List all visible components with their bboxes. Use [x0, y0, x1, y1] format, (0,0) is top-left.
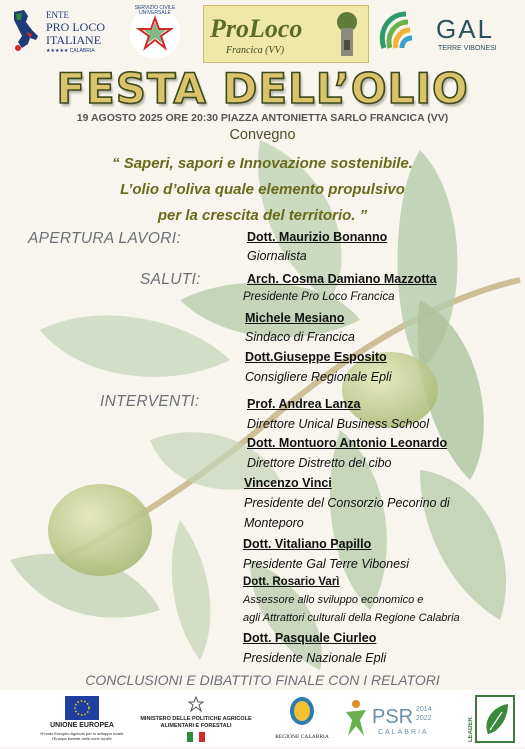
speaker-role: Presidente del Consorzio Pecorino di	[244, 496, 450, 510]
section-saluti: SALUTI:	[140, 271, 201, 288]
section-apertura: APERTURA LAVORI:	[28, 230, 181, 247]
castle-tower-icon	[332, 10, 362, 58]
speaker-name: Dott. Maurizio Bonanno	[247, 230, 388, 244]
theme-line: L’olio d’oliva quale elemento propulsivo	[120, 181, 405, 198]
gal-subtitle: TERRE VIBONESI	[438, 45, 497, 52]
pro-loco-label: PRO LOCO	[46, 20, 106, 34]
psr-sublabel: CALABRIA	[378, 729, 429, 736]
italian-emblem-icon	[188, 696, 204, 714]
sponsor-footer	[0, 690, 525, 747]
speaker-role: Presidente Pro Loco Francica	[243, 291, 395, 303]
proloco-francica-subtitle: Francica (VV)	[226, 45, 285, 56]
gal-terre-vibonesi-logo	[378, 8, 518, 58]
regione-label: REGIONE CALABRIA	[275, 734, 329, 740]
speaker-name: Dott.Giuseppe Esposito	[245, 350, 387, 364]
speaker-name: Dott. Montuoro Antonio Leonardo	[247, 436, 448, 450]
event-title: FESTA DELL’OLIO	[56, 64, 469, 113]
speaker-role: Assessore allo sviluppo economico e	[243, 594, 424, 606]
speaker-name: Dott. Vitaliano Papillo	[243, 537, 372, 551]
regione-crest-icon	[289, 696, 315, 726]
eu-label: UNIONE EUROPEA	[50, 722, 114, 729]
ministero-label: ALIMENTARI E FORESTALI	[160, 723, 232, 729]
italy-map-icon	[8, 8, 42, 54]
gal-title: GAL	[436, 14, 495, 44]
pro-loco-italiane-logo	[8, 6, 123, 58]
speaker-role: Direttore Distretto del cibo	[247, 456, 392, 470]
section-interventi: INTERVENTI:	[100, 393, 200, 410]
eu-flag-icon	[65, 696, 99, 720]
ministero-logo	[132, 696, 260, 744]
psr-label: PSR	[372, 706, 414, 728]
conclusioni-label: CONCLUSIONI E DIBATTITO FINALE CON I RELATORI	[85, 672, 440, 688]
gal-spiral-icon	[378, 8, 422, 56]
speaker-name: Vincenzo Vinci	[244, 476, 332, 490]
speaker-role: Monteporo	[244, 516, 304, 530]
speaker-role: Direttore Unical Business School	[247, 417, 430, 431]
psr-years: 2014	[416, 706, 432, 713]
pro-loco-label: ITALIANE	[46, 33, 102, 47]
speaker-role: Giornalista	[247, 249, 307, 263]
italian-flag-icon	[187, 732, 205, 742]
pro-loco-label: ★★★★★ CALABRIA	[46, 48, 95, 54]
theme-line: “ Saperi, sapori e Innovazione sostenibile.	[112, 155, 413, 172]
speaker-role: Sindaco di Francica	[245, 330, 355, 344]
speaker-name: Arch. Cosma Damiano Mazzotta	[247, 272, 437, 286]
speaker-role: Consigliere Regionale Epli	[245, 370, 392, 384]
event-dateline: 19 AGOSTO 2025 ORE 20:30 PIAZZA ANTONIETTA SARLO FRANCICA (VV)	[76, 112, 449, 124]
leader-logo	[468, 694, 516, 744]
servizio-civile-label: SERVIZIO CIVILE UNIVERSALE	[134, 5, 176, 16]
pro-loco-label: ENTE	[46, 10, 69, 20]
servizio-civile-logo	[126, 6, 184, 60]
psr-calabria-logo	[342, 696, 444, 744]
proloco-francica-logo	[203, 5, 369, 63]
theme-line: per la crescita del territorio. ”	[157, 207, 368, 224]
proloco-francica-title: ProLoco	[210, 14, 303, 43]
speaker-name: Prof. Andrea Lanza	[247, 397, 361, 411]
psr-years: 2022	[416, 715, 432, 722]
convegno-label: Convegno	[229, 127, 296, 143]
eu-sublabel: «Fondo Europeo Agricolo per lo sviluppo rurale: l'Europa investe nelle zone rurali»	[39, 731, 125, 741]
regione-calabria-logo	[266, 696, 338, 744]
speaker-role: agli Attrattori culturali della Regione Calabria	[243, 612, 460, 624]
speaker-role: Presidente Gal Terre Vibonesi	[243, 557, 410, 571]
speaker-name: Dott. Rosario Varì	[243, 576, 340, 588]
ministero-label: MINISTERO DELLE POLITICHE AGRICOLE	[140, 716, 252, 722]
leader-label: LEADER	[468, 717, 474, 742]
psr-figure-icon	[342, 698, 370, 738]
speaker-name: Dott. Pasquale Ciurleo	[243, 631, 377, 645]
speaker-role: Presidente Nazionale Epli	[243, 651, 387, 665]
convegno-theme	[0, 151, 525, 229]
speaker-name: Michele Mesiano	[245, 311, 345, 325]
eu-logo	[34, 696, 130, 744]
